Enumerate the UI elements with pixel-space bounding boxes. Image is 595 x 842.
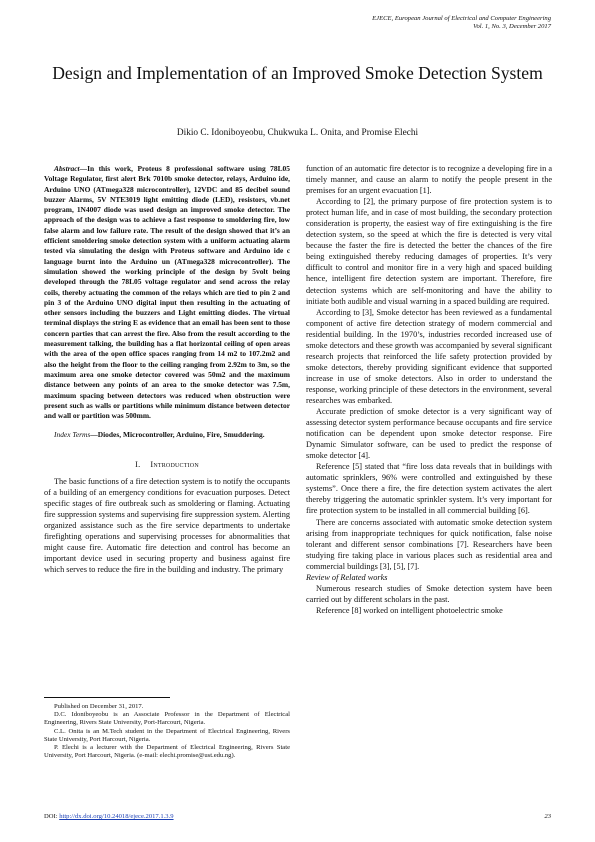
subsection-heading-review: Review of Related works — [306, 572, 388, 582]
paragraph: Numerous research studies of Smoke detection system have been carried out by different scholars in the past. — [306, 583, 552, 604]
footnote-author-1: D.C. Idoniboyeobu is an Associate Professor in the Department of Electrical Engineering, Rivers State University, Port-Harcourt, Nigeria. — [44, 711, 290, 727]
doi-label: DOI: — [44, 813, 60, 820]
author-list: Dikio C. Idoniboyeobu, Chukwuka L. Onita, and Promise Elechi — [176, 128, 419, 138]
footnote-published: Published on December 31, 2017. — [54, 703, 144, 710]
paragraph: According to [3], Smoke detector has been reviewed as a fundamental component of active fire detection strategy of modern commercial and residential building. In the 1970’s, industries recorded increased use of smoke detectors and these growth was accompanied by several significant research projects that reinforced the life safety protection provided by smoke detectors, thereby providing significant evidence that supported increase in use of smoke detectors. Also in order to understand the response, working principle of these detectors in the environment, several researches was embarked. — [306, 307, 552, 405]
paragraph: function of an automatic fire detector is to recognize a developing fire in a timely manner, and cause an alarm to notify the people present in the premises for an urgent evacuation [1]. — [306, 164, 552, 196]
paragraph: Reference [8] worked on intelligent photoelectric smoke — [316, 605, 503, 615]
doi-link[interactable]: http://dx.doi.org/10.24018/ejece.2017.1.3.9 — [59, 813, 174, 820]
running-header — [271, 15, 551, 32]
index-terms — [44, 430, 290, 440]
abstract-label: Abstract — [54, 164, 80, 173]
index-terms-text: —Diodes, Microcontroller, Arduino, Fire, Smuddering. — [90, 430, 265, 440]
journal-name: EJECE, European Journal of Electrical and Computer Engineering — [372, 15, 551, 22]
paper-title: Design and Implementation of an Improved Smoke Detection System — [52, 63, 543, 83]
section-heading-introduction — [44, 459, 290, 470]
footnote-author-3: P. Elechi is a lecturer with the Department of Electrical Engineering, Rivers State University, Port Harcourt, Nigeria. (e-mail: elechi.promise@ust.edu.ng). — [44, 744, 290, 760]
footnote-author-2: C.L. Onita is an M.Tech student in the Department of Electrical Engineering, Rivers State University, Port Harcourt, Nigeria. — [44, 727, 290, 743]
left-column — [44, 164, 290, 575]
abstract — [44, 164, 290, 421]
footnote-divider — [44, 697, 170, 698]
section-title: Introduction — [150, 459, 199, 469]
paragraph: Accurate prediction of smoke detector is a very significant way of assessing detector system performance because occupants and fire service notification can be dependent upon smoke detector response. Fire Dynamic Simulator software, can be used to predict the response of smoke detector [4]. — [306, 407, 552, 461]
abstract-text: —In this work, Proteus 8 professional software using 78L05 Voltage Regulator, first alert Brk 7010b smoke detector, relays, Arduino ide, Arduino UNO (ATmega328 microcontroller), 12VDC and 85 decibel sound buzzer Alarms, 5V NTE3019 light emitting diode (LED), resistors, vb.net program, 1N4007 diode was used design an improved smoke detector. The approach of the design was to achieve a fast response to smoldering fire, low false alarm and low failure rate. The result of the design showed that it’s an efficient smoldering smoke detection system with a uniform actuating alarm tested via simulating the design with Proteus software and Arduino ide c language burnt into the Arduino un (ATmega328 microcontroller). The simulation showed the working principle of the design by 5volt being developed through the 78L05 voltage regulator and send across the relay coils, thereby actuating the common of the relays which are tied to pin 2 and pin 3 of the Arduino UNO digital input then resulting in the actuating of other sensors including the buzzers and Light emitting diodes. The virtual terminal displays the string E as evidence that an email has been sent to those concern parties that can arrest the fire. Also from the result according to the measurement talking, the building has a flat horizontal ceiling of open areas with the area of the open office spaces ranging from 14 m2 to 107.2m2 and also the height from the floor to the ceiling ranging from 2.92m to 3m, so the maximum area one smoke detector covered was 50m2 and the maximum distance between any points of an area to the smoke detector was 7.5m, maximum spacing between detectors was reduced when obstruction were present such as walls or partitions while minimum distance between detector and wall or partition was 500mm. — [44, 164, 290, 421]
page-footer — [44, 813, 551, 821]
section-number: I. — [135, 459, 141, 469]
paragraph: According to [2], the primary purpose of fire protection system is to protect human life, and in case of most building, the secondary protection consideration is property, the easiest way of fire extinguishing is the fire detection system, so the speed at which the fire is detected is very vital because the faster the fire is detected the better the chances of the fire being extinguished thereby reducing damages of properties. It’s very difficult to control and monitor fire in a very high and spaced building hence, intelligent fire detection system are important. Therefore, fire detection systems which are self-monitoring and have the ability to initiate both audible and visual warning in a spaced building are required. — [306, 197, 552, 306]
footnotes — [44, 703, 290, 760]
index-terms-label: Index Terms — [54, 430, 91, 440]
paragraph: Reference [5] stated that “fire loss data reveals that in buildings with automatic sprinklers, 96% were controlled and extinguished by these systems”. Once there a fire, the fire detection system activates the alert thereby triggering the automatic sprinkler system. It’s very important for fire protection system to be installed in all commercial building [6]. — [306, 462, 552, 516]
right-column — [306, 163, 552, 616]
intro-paragraph: The basic functions of a fire detection system is to notify the occupants of a building of an emergency conditions for evacuation purposes. Detect specific stages of fire outbreak such as smoldering or flaming. Actuating fire suppression systems and supervising fire suppression system. Alerting organized assistance such as the fire service departments to undertake firefighting operations and supervising processes for abnormalities that might cause fire. Automatic fire detection and control has become an important device used in securing property and business against fire which serves to reduce the fire in the building and industry. The primary — [44, 476, 290, 575]
page-number: 23 — [544, 813, 551, 820]
journal-volume: Vol. 1, No. 3, December 2017 — [473, 23, 551, 31]
paragraph: There are concerns associated with automatic smoke detection system arising from inappropriate techniques for quick notification, false noise tolerant and different sensor combinations [7]. Researchers have been studying fire taking place in various places such as residential area and commercial buildings [3], [5], [7]. — [306, 517, 552, 571]
